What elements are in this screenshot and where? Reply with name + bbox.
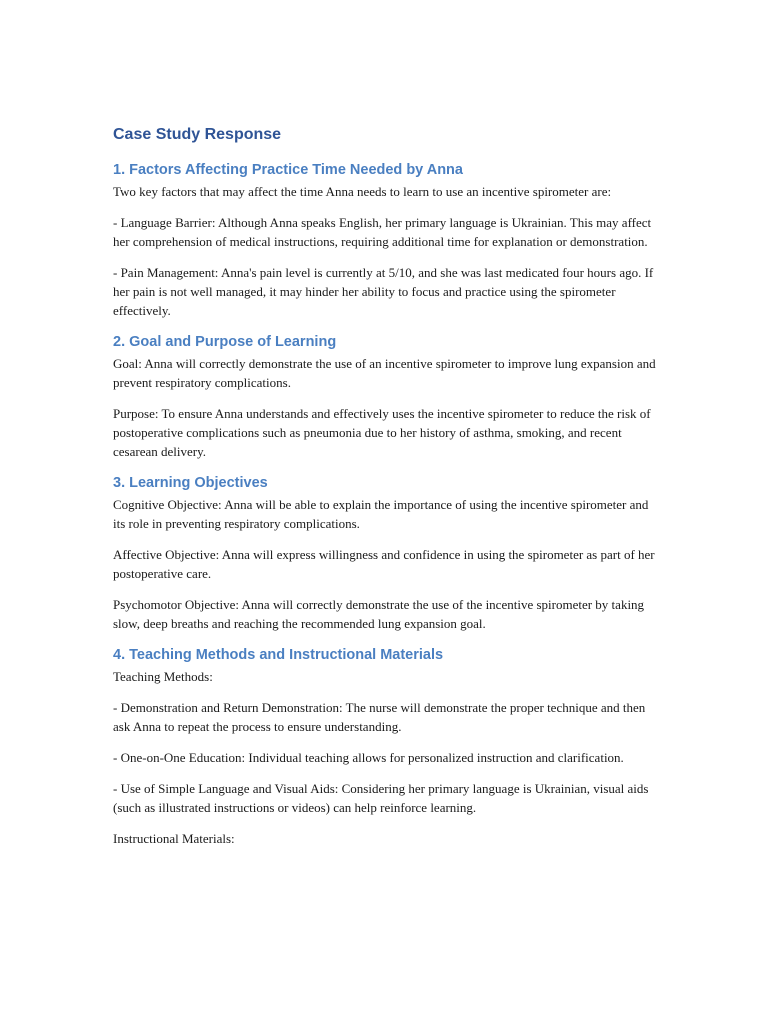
paragraph: Purpose: To ensure Anna understands and effectively uses the incentive spirometer to reduce the risk of postoperative complications such as pneumonia due to her history of asthma, smoking, and recent cesarean delivery.	[113, 406, 651, 459]
section-heading: 2. Goal and Purpose of Learning	[113, 334, 337, 350]
paragraph: Cognitive Objective: Anna will be able to explain the importance of using the incentive spirometer and its role in preventing respiratory complications.	[113, 497, 649, 531]
paragraph: - One-on-One Education: Individual teaching allows for personalized instruction and clarification.	[113, 750, 624, 765]
paragraph: - Use of Simple Language and Visual Aids: Considering her primary language is Ukrainian, visual aids (such as illustrated instructions or videos) can help reinforce learning.	[113, 781, 649, 815]
document-title: Case Study Response	[113, 126, 282, 143]
paragraph: - Pain Management: Anna's pain level is currently at 5/10, and she was last medicated four hours ago. If her pain is not well managed, it may hinder her ability to focus and practice using the spirometer effectively.	[113, 265, 654, 318]
paragraph: Teaching Methods:	[113, 669, 213, 684]
section-factors	[113, 160, 661, 320]
paragraph: Two key factors that may affect the time Anna needs to learn to use an incentive spirometer are:	[113, 184, 612, 199]
paragraph: Affective Objective: Anna will express willingness and confidence in using the spirometer as part of her postoperative care.	[113, 547, 655, 581]
paragraph: Psychomotor Objective: Anna will correctly demonstrate the use of the incentive spirometer by taking slow, deep breaths and reaching the recommended lung expansion goal.	[113, 597, 645, 631]
section-heading: 4. Teaching Methods and Instructional Materials	[113, 647, 444, 663]
section-learning-objectives	[113, 473, 661, 633]
section-heading: 3. Learning Objectives	[113, 475, 268, 491]
paragraph: - Demonstration and Return Demonstration: The nurse will demonstrate the proper technique and then ask Anna to repeat the process to ensure understanding.	[113, 700, 646, 734]
section-goal-purpose	[113, 332, 661, 461]
section-heading: 1. Factors Affecting Practice Time Needed by Anna	[113, 162, 463, 178]
document-page	[113, 124, 661, 860]
paragraph: Instructional Materials:	[113, 831, 235, 846]
paragraph: - Language Barrier: Although Anna speaks English, her primary language is Ukrainian. This may affect her comprehension of medical instructions, requiring additional time for explanation or demonstration.	[113, 215, 652, 249]
paragraph: Goal: Anna will correctly demonstrate the use of an incentive spirometer to improve lung expansion and prevent respiratory complications.	[113, 356, 656, 390]
section-teaching-methods	[113, 645, 661, 848]
